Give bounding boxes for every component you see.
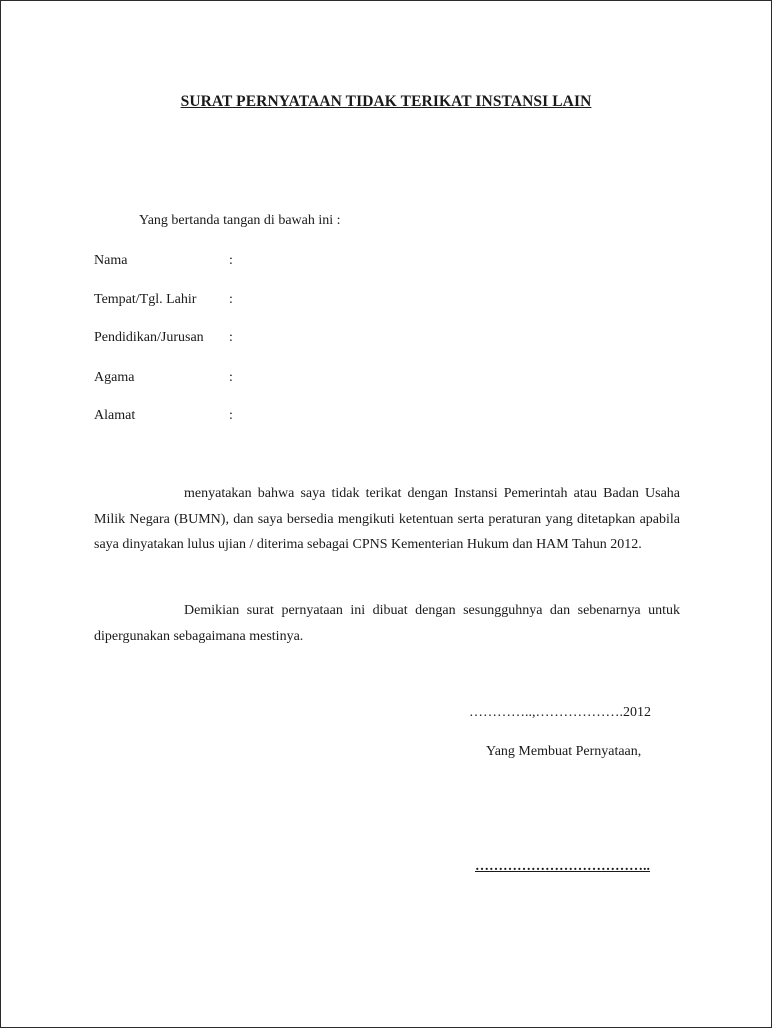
field-colon: : [229, 408, 233, 423]
document-title: SURAT PERNYATAAN TIDAK TERIKAT INSTANSI LAIN [180, 93, 592, 110]
field-colon: : [229, 253, 233, 268]
field-colon: : [229, 292, 233, 307]
place-date-line: …………..,……………….2012 [469, 705, 651, 720]
field-row-nama [94, 253, 394, 273]
closing-paragraph: Demikian surat pernyataan ini dibuat dengan sesungguhnya dan sebenarnya untuk dipergunakan sebagaimana mestinya. [94, 603, 680, 644]
statement-paragraph: menyatakan bahwa saya tidak terikat dengan Instansi Pemerintah atau Badan Usaha Milik Negara (BUMN), dan saya bersedia mengikuti ketentuan serta peraturan yang ditetapkan apabila saya dinyatakan lulus ujian / diterima sebagai CPNS Kementerian Hukum dan HAM Tahun 2012. [94, 486, 680, 552]
field-row-tempat-tgl-lahir [94, 292, 394, 312]
field-label-nama: Nama [94, 253, 128, 268]
field-label-pendidikan-jurusan: Pendidikan/Jurusan [94, 330, 204, 345]
field-label-agama: Agama [94, 370, 135, 385]
field-label-tempat-tgl-lahir: Tempat/Tgl. Lahir [94, 292, 197, 307]
intro-text: Yang bertanda tangan di bawah ini : [139, 213, 341, 228]
field-label-alamat: Alamat [94, 408, 136, 423]
field-row-alamat [94, 408, 394, 428]
maker-label: Yang Membuat Pernyataan, [486, 744, 642, 759]
field-colon: : [229, 330, 233, 345]
signature-line: ……………………………….. [475, 859, 650, 874]
field-row-agama [94, 370, 394, 390]
field-colon: : [229, 370, 233, 385]
field-row-pendidikan-jurusan [94, 330, 394, 350]
